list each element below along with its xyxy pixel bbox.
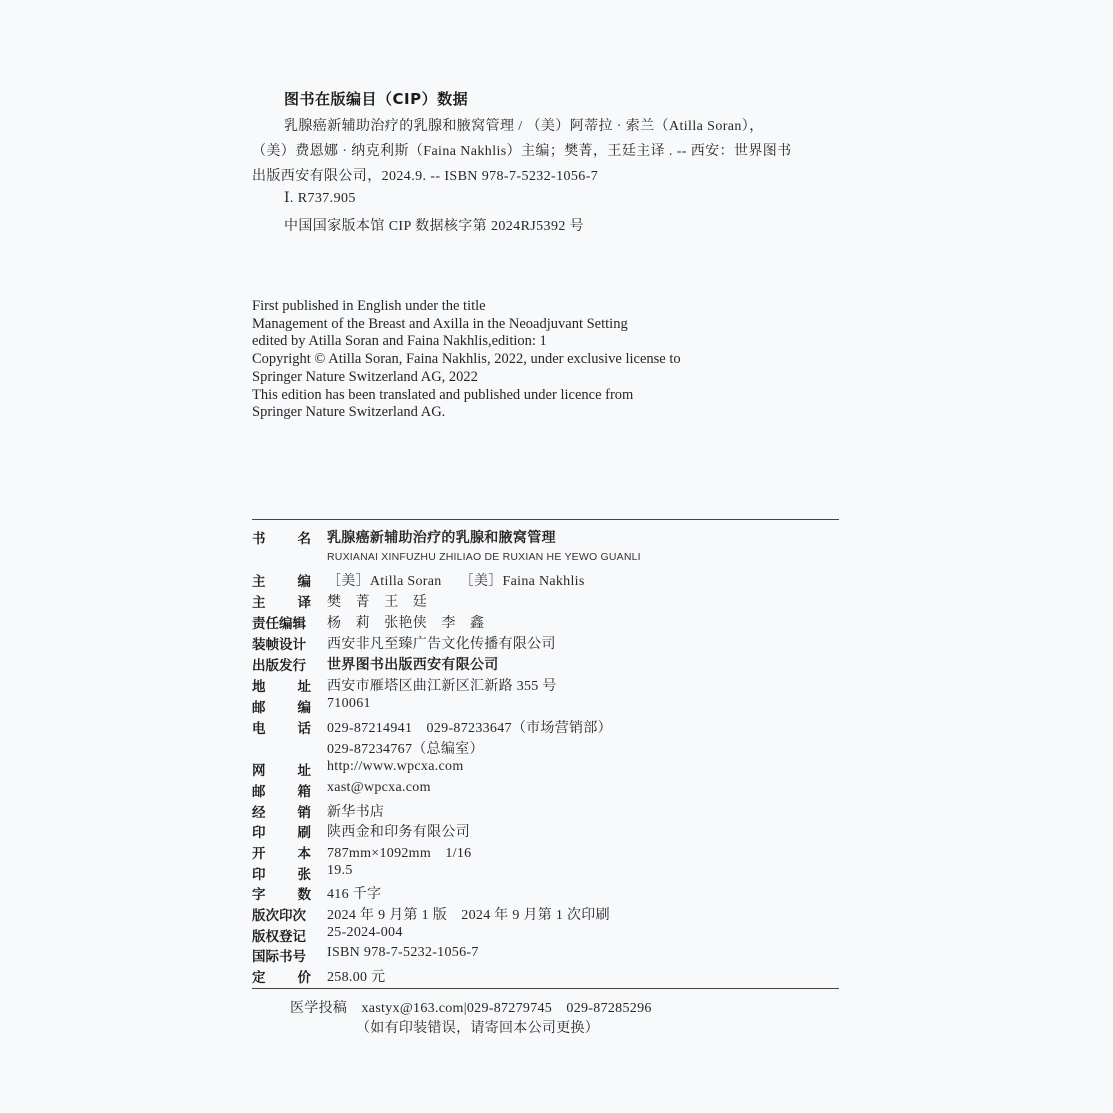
info-row-email (252, 780, 842, 800)
info-row-sheets (252, 863, 842, 883)
english-line: Management of the Breast and Axilla in the Neoadjuvant Setting (252, 315, 628, 332)
price: 258.00 元 (327, 970, 386, 985)
info-label: 主 编 (252, 574, 311, 590)
info-row-design (252, 633, 842, 653)
info-row-postcode (252, 696, 842, 716)
printer: 陕西金和印务有限公司 (327, 825, 470, 840)
info-row-title (252, 527, 842, 547)
info-label: 版次印次 (252, 908, 306, 924)
cip-line-1: 乳腺癌新辅助治疗的乳腺和腋窝管理 / （美）阿蒂拉 · 索兰（Atilla Soran）， (284, 119, 764, 134)
book-title-pinyin: RUXIANAI XINFUZHU ZHILIAO DE RUXIAN HE YEWO GUANLI (327, 551, 641, 563)
book-title: 乳腺癌新辅助治疗的乳腺和腋窝管理 (327, 530, 556, 546)
info-label: 邮 编 (252, 700, 311, 716)
english-line: This edition has been translated and published under licence from (252, 386, 634, 403)
info-row-price (252, 966, 842, 986)
cip-title: 图书在版编目（CIP）数据 (284, 90, 469, 108)
info-row-printer (252, 821, 842, 841)
isbn: ISBN 978-7-5232-1056-7 (327, 945, 479, 960)
printed-sheets: 19.5 (327, 863, 353, 878)
word-count: 416 千字 (327, 887, 382, 902)
phone-primary: 029-87214941 029-87233647（市场营销部） (327, 721, 612, 736)
address: 西安市雁塔区曲江新区汇新路 355 号 (327, 679, 557, 694)
info-row-phone-2 (252, 738, 842, 758)
english-line: First published in English under the title (252, 298, 486, 314)
info-label: 主 译 (252, 595, 311, 611)
edition-printing: 2024 年 9 月第 1 版 2024 年 9 月第 1 次印刷 (327, 908, 610, 923)
english-line: Springer Nature Switzerland AG, 2022 (252, 368, 478, 385)
bottom-divider (252, 988, 839, 989)
info-row-edition (252, 904, 842, 924)
email-address: xast@wpcxa.com (327, 780, 431, 795)
book-format: 787mm×1092mm 1/16 (327, 846, 472, 861)
info-label: 责任编辑 (252, 616, 306, 632)
english-rights-notice (252, 298, 681, 422)
info-row-word-count (252, 883, 842, 903)
info-label: 版权登记 (252, 929, 306, 945)
postcode: 710061 (327, 696, 371, 711)
phone-secondary: 029-87234767（总编室） (327, 742, 484, 757)
cip-record-number: 中国国家版本馆 CIP 数据核字第 2024RJ5392 号 (284, 219, 585, 234)
info-row-address (252, 675, 842, 695)
info-label: 国际书号 (252, 949, 306, 965)
info-row-translator (252, 591, 842, 611)
english-line: edited by Atilla Soran and Faina Nakhlis,edition: 1 (252, 333, 547, 350)
responsible-editors: 杨 莉 张艳侠 李 鑫 (327, 616, 485, 631)
distributor: 新华书店 (327, 805, 385, 820)
info-label: 装帧设计 (252, 637, 306, 653)
copyright-registration: 25-2024-004 (327, 925, 403, 940)
info-label: 定 价 (252, 970, 311, 986)
cover-design: 西安非凡至臻广告文化传播有限公司 (327, 637, 556, 652)
info-row-format (252, 842, 842, 862)
info-label: 网 址 (252, 763, 311, 779)
website-url: http://www.wpcxa.com (327, 759, 464, 774)
info-label: 经 销 (252, 805, 311, 821)
cip-line-3: 出版西安有限公司，2024.9. -- ISBN 978-7-5232-1056-7 (252, 169, 599, 184)
top-divider (252, 519, 839, 520)
info-row-isbn (252, 945, 842, 965)
info-label: 邮 箱 (252, 784, 311, 800)
submission-contact: 医学投稿 xastyx@163.com|029-87279745 029-87285296 (290, 1001, 652, 1016)
cip-classification: Ⅰ. R737.905 (284, 191, 356, 206)
english-line: Copyright © Atilla Soran, Faina Nakhlis, 2022, under exclusive license to (252, 351, 681, 368)
info-row-phone (252, 717, 842, 737)
info-label: 出版发行 (252, 658, 306, 674)
translators: 樊 菁 王 廷 (327, 595, 428, 610)
info-label: 开 本 (252, 846, 311, 862)
info-label: 字 数 (252, 887, 311, 903)
info-label: 印 刷 (252, 825, 311, 841)
info-row-website (252, 759, 842, 779)
info-label: 地 址 (252, 679, 311, 695)
info-row-distributor (252, 801, 842, 821)
info-row-publisher (252, 654, 842, 674)
english-line: Springer Nature Switzerland AG. (252, 404, 446, 421)
publisher: 世界图书出版西安有限公司 (327, 657, 499, 673)
info-row-editor (252, 570, 842, 590)
info-label: 书 名 (252, 531, 311, 547)
info-label: 印 张 (252, 867, 311, 883)
info-row-resp-editor (252, 612, 842, 632)
editors: ［美］Atilla Soran ［美］Faina Nakhlis (327, 574, 585, 589)
info-row-copyright-reg (252, 925, 842, 945)
info-label: 电 话 (252, 721, 311, 737)
cip-line-2: （美）费恩娜 · 纳克利斯（Faina Nakhlis）主编；樊菁，王廷主译 . -- 西安：世界图书 (252, 144, 792, 159)
misprint-notice: （如有印装错误，请寄回本公司更换） (356, 1021, 600, 1036)
